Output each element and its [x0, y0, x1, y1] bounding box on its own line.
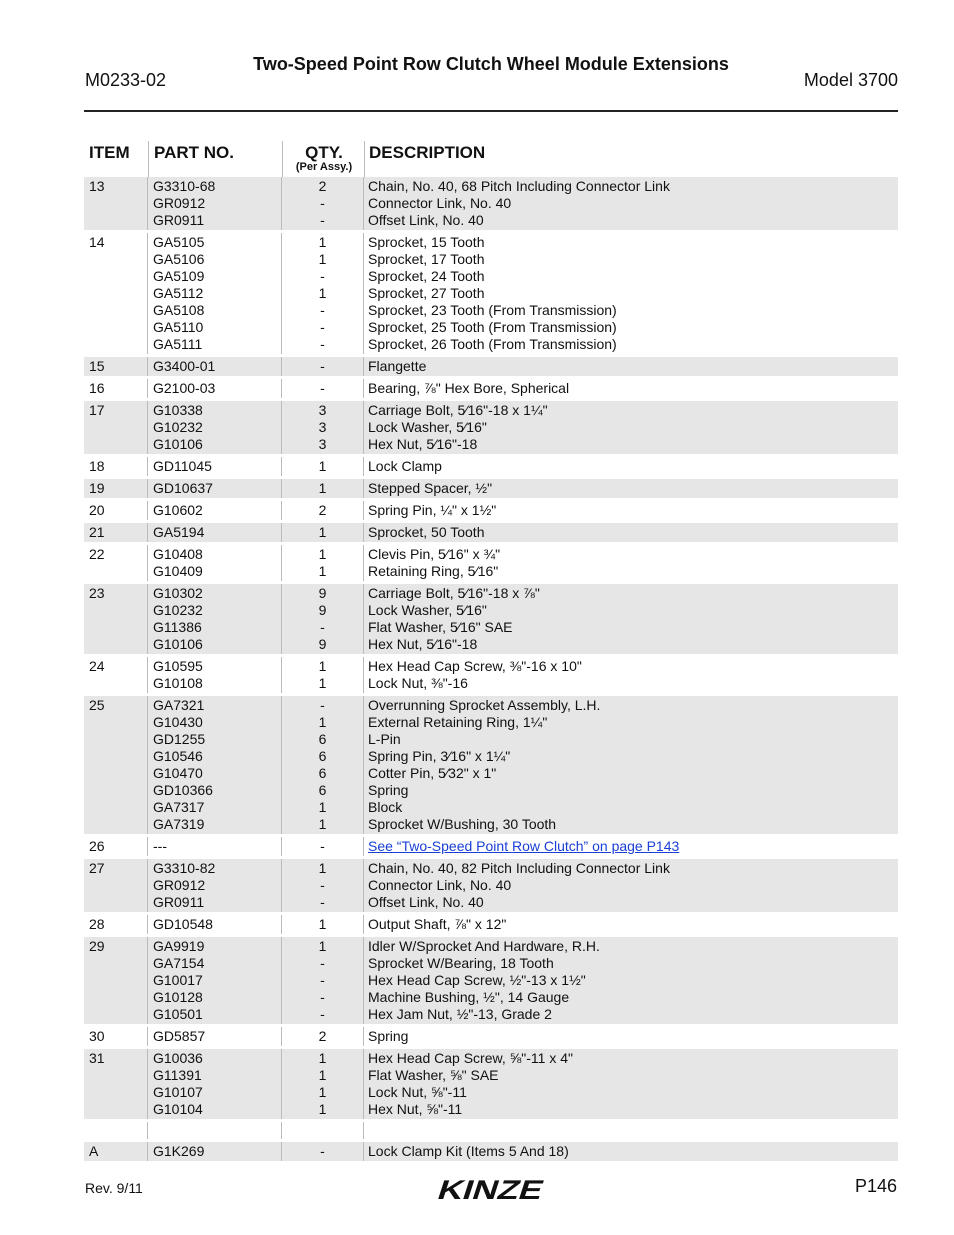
description-cell	[364, 1122, 898, 1139]
description: Hex Nut, 5⁄16"-18	[368, 436, 478, 452]
part-number-cell	[148, 915, 282, 934]
quantity: 1	[318, 658, 327, 674]
table-header	[84, 141, 898, 177]
part-number: G10470	[153, 765, 203, 781]
quantity-cell	[282, 379, 364, 398]
part-number-cell	[148, 1049, 282, 1119]
part-number-cell	[148, 401, 282, 454]
quantity: -	[320, 212, 325, 228]
part-number: G11386	[153, 619, 202, 635]
column-header-qty-sub: (Per Assy.)	[295, 161, 353, 173]
table-row	[84, 937, 898, 1027]
part-number: ---	[153, 838, 167, 854]
part-number-cell	[148, 233, 282, 354]
part-number: G10409	[153, 563, 203, 579]
item-number: 20	[84, 501, 148, 520]
table-row	[84, 584, 898, 657]
description: Lock Nut, ⅝"-11	[368, 1084, 467, 1100]
part-number: G10302	[153, 585, 203, 601]
part-number: G10501	[153, 1006, 203, 1022]
page-title: Two-Speed Point Row Clutch Wheel Module Extensions	[253, 54, 729, 74]
part-number-cell	[148, 837, 282, 856]
quantity-cell	[282, 523, 364, 542]
description: Lock Washer, 5⁄16"	[368, 419, 487, 435]
quantity: -	[320, 336, 325, 352]
quantity: -	[320, 1143, 325, 1159]
description: Offset Link, No. 40	[368, 212, 484, 228]
part-number: GD10366	[153, 782, 213, 798]
quantity: -	[320, 1006, 325, 1022]
part-number-cell	[148, 859, 282, 912]
quantity: 1	[318, 1101, 327, 1117]
description: Sprocket, 27 Tooth	[368, 285, 485, 301]
description-cell	[364, 1027, 898, 1046]
column-header-part: PART NO.	[154, 143, 234, 162]
quantity: -	[320, 972, 325, 988]
quantity: -	[320, 894, 325, 910]
part-number: GR0911	[153, 212, 205, 228]
quantity: 1	[318, 458, 327, 474]
quantity-cell	[282, 177, 364, 230]
part-number: G10106	[153, 636, 203, 652]
quantity-cell	[282, 915, 364, 934]
description: Lock Nut, ⅜"-16	[368, 675, 468, 691]
quantity-cell	[282, 501, 364, 520]
quantity-cell	[282, 657, 364, 693]
quantity: 1	[318, 546, 327, 562]
part-number-cell	[148, 937, 282, 1024]
item-number: 15	[84, 357, 148, 376]
description-cell	[364, 657, 898, 693]
kinze-logo	[430, 1174, 552, 1204]
quantity: 2	[318, 1028, 327, 1044]
description: Offset Link, No. 40	[368, 894, 484, 910]
description-cell	[364, 357, 898, 376]
table-row	[84, 859, 898, 915]
quantity: -	[320, 302, 325, 318]
description: Sprocket, 50 Tooth	[368, 524, 485, 540]
description-cell	[364, 457, 898, 476]
quantity: 1	[318, 816, 327, 832]
description: Machine Bushing, ½", 14 Gauge	[368, 989, 570, 1005]
description: Hex Nut, 5⁄16"-18	[368, 636, 478, 652]
description-cell	[364, 584, 898, 654]
description: L-Pin	[368, 731, 401, 747]
part-number: GA5108	[153, 302, 205, 318]
description: Sprocket W/Bushing, 30 Tooth	[368, 816, 557, 832]
part-number: G3310-82	[153, 860, 216, 876]
item-number: 30	[84, 1027, 148, 1046]
quantity: -	[320, 358, 325, 374]
quantity: 1	[318, 938, 327, 954]
description: Bearing, ⅞" Hex Bore, Spherical	[368, 380, 570, 396]
part-number-cell	[148, 479, 282, 498]
part-number: GD5857	[153, 1028, 206, 1044]
quantity: 9	[318, 585, 327, 601]
part-number: G10602	[153, 502, 203, 518]
quantity: -	[320, 619, 325, 635]
item-number: 28	[84, 915, 148, 934]
description: Lock Clamp Kit (Items 5 And 18)	[368, 1143, 569, 1159]
quantity-cell	[282, 357, 364, 376]
model-label: Model 3700	[803, 70, 898, 90]
quantity: -	[320, 268, 325, 284]
quantity-cell	[282, 1049, 364, 1119]
item-number: 29	[84, 937, 148, 1024]
item-number: 27	[84, 859, 148, 912]
description: Block	[368, 799, 403, 815]
quantity: 3	[318, 436, 327, 452]
quantity: 1	[318, 714, 327, 730]
description-cell	[364, 1142, 898, 1161]
quantity: -	[320, 195, 325, 211]
quantity: -	[320, 955, 325, 971]
part-number-cell	[148, 457, 282, 476]
item-number: 18	[84, 457, 148, 476]
part-number: G10430	[153, 714, 203, 730]
quantity-cell	[282, 937, 364, 1024]
item-number: 23	[84, 584, 148, 654]
description: Idler W/Sprocket And Hardware, R.H.	[368, 938, 600, 954]
item-number: 22	[84, 545, 148, 581]
item-number: A	[84, 1142, 148, 1161]
description-cell	[364, 937, 898, 1024]
description: Flangette	[368, 358, 427, 374]
part-number: G10107	[153, 1084, 203, 1100]
quantity: 6	[318, 731, 327, 747]
table-row	[84, 379, 898, 401]
item-number: 16	[84, 379, 148, 398]
description: Flat Washer, ⅝" SAE	[368, 1067, 499, 1083]
part-number: G10036	[153, 1050, 203, 1066]
description-cell	[364, 479, 898, 498]
part-number: G10128	[153, 989, 203, 1005]
part-number-cell	[148, 379, 282, 398]
part-number: GA7154	[153, 955, 205, 971]
table-row	[84, 1049, 898, 1122]
part-number: G10108	[153, 675, 203, 691]
table-row	[84, 837, 898, 859]
part-number: GA7319	[153, 816, 205, 832]
item-number: 25	[84, 696, 148, 834]
revision-label: Rev. 9/11	[85, 1180, 143, 1196]
quantity-cell	[282, 837, 364, 856]
part-number: G10232	[153, 419, 203, 435]
part-number: GD1255	[153, 731, 206, 747]
part-number-cell	[148, 523, 282, 542]
column-header-qty: QTY.	[305, 143, 343, 162]
description: Carriage Bolt, 5⁄16"-18 x ⅞"	[368, 585, 540, 601]
table-row	[84, 1027, 898, 1049]
table-row	[84, 501, 898, 523]
table-row	[84, 357, 898, 379]
description: Overrunning Sprocket Assembly, L.H.	[368, 697, 601, 713]
quantity: 1	[318, 234, 327, 250]
item-number: 19	[84, 479, 148, 498]
table-row	[84, 1122, 898, 1142]
description: Cotter Pin, 5⁄32" x 1"	[368, 765, 497, 781]
item-number	[84, 1122, 148, 1139]
part-number: G2100-03	[153, 380, 216, 396]
quantity-cell	[282, 479, 364, 498]
description-cell	[364, 501, 898, 520]
quantity: 3	[318, 419, 327, 435]
quantity: 9	[318, 636, 327, 652]
quantity: 1	[318, 1084, 327, 1100]
part-number: GD11045	[153, 458, 212, 474]
description: Spring Pin, 3⁄16" x 1¼"	[368, 748, 511, 764]
description-cell	[364, 915, 898, 934]
description: Sprocket, 15 Tooth	[368, 234, 485, 250]
quantity-cell	[282, 401, 364, 454]
table-row	[84, 457, 898, 479]
part-number: G11391	[153, 1067, 202, 1083]
quantity: 2	[318, 178, 327, 194]
part-number: G10546	[153, 748, 203, 764]
quantity: 1	[318, 916, 327, 932]
part-number: GA7317	[153, 799, 205, 815]
description: Connector Link, No. 40	[368, 195, 512, 211]
part-number-cell	[148, 501, 282, 520]
part-number: GA5194	[153, 524, 205, 540]
table-row	[84, 177, 898, 233]
description: Hex Nut, ⅝"-11	[368, 1101, 463, 1117]
description-cell	[364, 696, 898, 834]
quantity: 1	[318, 675, 327, 691]
part-number-cell	[148, 696, 282, 834]
part-number: G10408	[153, 546, 203, 562]
page-number: P146	[854, 1176, 897, 1196]
part-number: G10232	[153, 602, 203, 618]
description-cell	[364, 401, 898, 454]
kinze-logo-text: KINZE	[433, 1174, 525, 1204]
description: Sprocket W/Bearing, 18 Tooth	[368, 955, 554, 971]
quantity-cell	[282, 859, 364, 912]
description: Hex Jam Nut, ½"-13, Grade 2	[368, 1006, 552, 1022]
header-rule	[84, 110, 898, 112]
part-number-cell	[148, 657, 282, 693]
table-row	[84, 696, 898, 837]
document-id: M0233-02	[85, 70, 167, 90]
description-cell	[364, 379, 898, 398]
table-row	[84, 657, 898, 696]
description: Sprocket, 17 Tooth	[368, 251, 485, 267]
quantity: -	[320, 838, 325, 854]
description: Retaining Ring, 5⁄16"	[368, 563, 499, 579]
part-number: GA5111	[153, 336, 203, 352]
quantity: 1	[318, 1050, 327, 1066]
part-number: G3310-68	[153, 178, 216, 194]
table-row	[84, 1142, 898, 1164]
quantity-cell	[282, 1027, 364, 1046]
quantity: 6	[318, 748, 327, 764]
part-number: G10104	[153, 1101, 203, 1117]
column-header-item: ITEM	[89, 143, 130, 162]
part-number: GA5105	[153, 234, 205, 250]
quantity: 2	[318, 502, 327, 518]
quantity: 3	[318, 402, 327, 418]
part-number: G10106	[153, 436, 203, 452]
quantity: 1	[318, 799, 327, 815]
quantity-cell	[282, 545, 364, 581]
description: Flat Washer, 5⁄16" SAE	[368, 619, 513, 635]
part-number: G3400-01	[153, 358, 216, 374]
description: Spring	[368, 1028, 409, 1044]
table-row	[84, 523, 898, 545]
description: Spring	[368, 782, 409, 798]
quantity-cell	[282, 233, 364, 354]
part-number: GA5106	[153, 251, 205, 267]
description: Sprocket, 25 Tooth (From Transmission)	[368, 319, 617, 335]
quantity: -	[320, 877, 325, 893]
quantity: 1	[318, 563, 327, 579]
item-number: 13	[84, 177, 148, 230]
quantity-cell	[282, 1122, 364, 1139]
description: Sprocket, 23 Tooth (From Transmission)	[368, 302, 617, 318]
description: Carriage Bolt, 5⁄16"-18 x 1¼"	[368, 402, 548, 418]
part-number: GA9919	[153, 938, 205, 954]
quantity: 9	[318, 602, 327, 618]
quantity-cell	[282, 457, 364, 476]
quantity: 6	[318, 782, 327, 798]
table-row	[84, 915, 898, 937]
part-number: GR0911	[153, 894, 205, 910]
part-number: GR0912	[153, 195, 206, 211]
description: Hex Head Cap Screw, ⅜"-16 x 10"	[368, 658, 582, 674]
quantity: -	[320, 697, 325, 713]
description-cell	[364, 177, 898, 230]
column-header-description: DESCRIPTION	[369, 143, 486, 162]
part-number: GD10548	[153, 916, 213, 932]
quantity: 1	[318, 860, 327, 876]
description: Chain, No. 40, 68 Pitch Including Connector Link	[368, 178, 670, 194]
description: Stepped Spacer, ½"	[368, 480, 493, 496]
item-number: 14	[84, 233, 148, 354]
table-row	[84, 401, 898, 457]
description: Connector Link, No. 40	[368, 877, 512, 893]
description: Lock Washer, 5⁄16"	[368, 602, 487, 618]
table-row	[84, 479, 898, 501]
description: Clevis Pin, 5⁄16" x ¾"	[368, 546, 501, 562]
part-number-cell	[148, 357, 282, 376]
part-number-cell	[148, 1122, 282, 1139]
description-cell	[364, 837, 898, 856]
quantity: -	[320, 319, 325, 335]
quantity: 1	[318, 1067, 327, 1083]
table-row	[84, 233, 898, 357]
part-number: G10017	[153, 972, 203, 988]
quantity: 1	[318, 285, 327, 301]
part-number: GA5109	[153, 268, 205, 284]
part-number-cell	[148, 545, 282, 581]
description-cell	[364, 545, 898, 581]
part-number: G10338	[153, 402, 203, 418]
quantity-cell	[282, 1142, 364, 1161]
part-number: GD10637	[153, 480, 213, 496]
description: Sprocket, 24 Tooth	[368, 268, 485, 284]
description-cell	[364, 233, 898, 354]
part-number: G1K269	[153, 1143, 205, 1159]
item-number: 21	[84, 523, 148, 542]
part-number: GR0912	[153, 877, 206, 893]
part-number-cell	[148, 1027, 282, 1046]
part-number: GA7321	[153, 697, 205, 713]
description: Sprocket, 26 Tooth (From Transmission)	[368, 336, 617, 352]
part-number-cell	[148, 1142, 282, 1161]
part-number: GA5110	[153, 319, 204, 335]
cross-reference-link[interactable]: See “Two-Speed Point Row Clutch” on page P143	[368, 838, 680, 854]
quantity: 1	[318, 480, 327, 496]
quantity: 1	[318, 524, 327, 540]
quantity: -	[320, 989, 325, 1005]
quantity-cell	[282, 584, 364, 654]
quantity-cell	[282, 696, 364, 834]
description: Chain, No. 40, 82 Pitch Including Connector Link	[368, 860, 670, 876]
part-number-cell	[148, 177, 282, 230]
quantity: -	[320, 380, 325, 396]
description: Output Shaft, ⅞" x 12"	[368, 916, 507, 932]
item-number: 17	[84, 401, 148, 454]
item-number: 24	[84, 657, 148, 693]
table-row	[84, 545, 898, 584]
description-cell	[364, 859, 898, 912]
part-number: GA5112	[153, 285, 204, 301]
part-number-cell	[148, 584, 282, 654]
quantity: 1	[318, 251, 327, 267]
item-number: 26	[84, 837, 148, 856]
parts-table	[84, 177, 898, 1164]
part-number: G10595	[153, 658, 203, 674]
description: Hex Head Cap Screw, ½"-13 x 1½"	[368, 972, 586, 988]
description: Hex Head Cap Screw, ⅝"-11 x 4"	[368, 1050, 573, 1066]
description-cell	[364, 1049, 898, 1119]
item-number: 31	[84, 1049, 148, 1119]
description-cell	[364, 523, 898, 542]
description: Lock Clamp	[368, 458, 442, 474]
kinze-logo-icon	[430, 1174, 552, 1204]
description: Spring Pin, ¼" x 1½"	[368, 502, 497, 518]
quantity: 6	[318, 765, 327, 781]
description: External Retaining Ring, 1¼"	[368, 714, 548, 730]
